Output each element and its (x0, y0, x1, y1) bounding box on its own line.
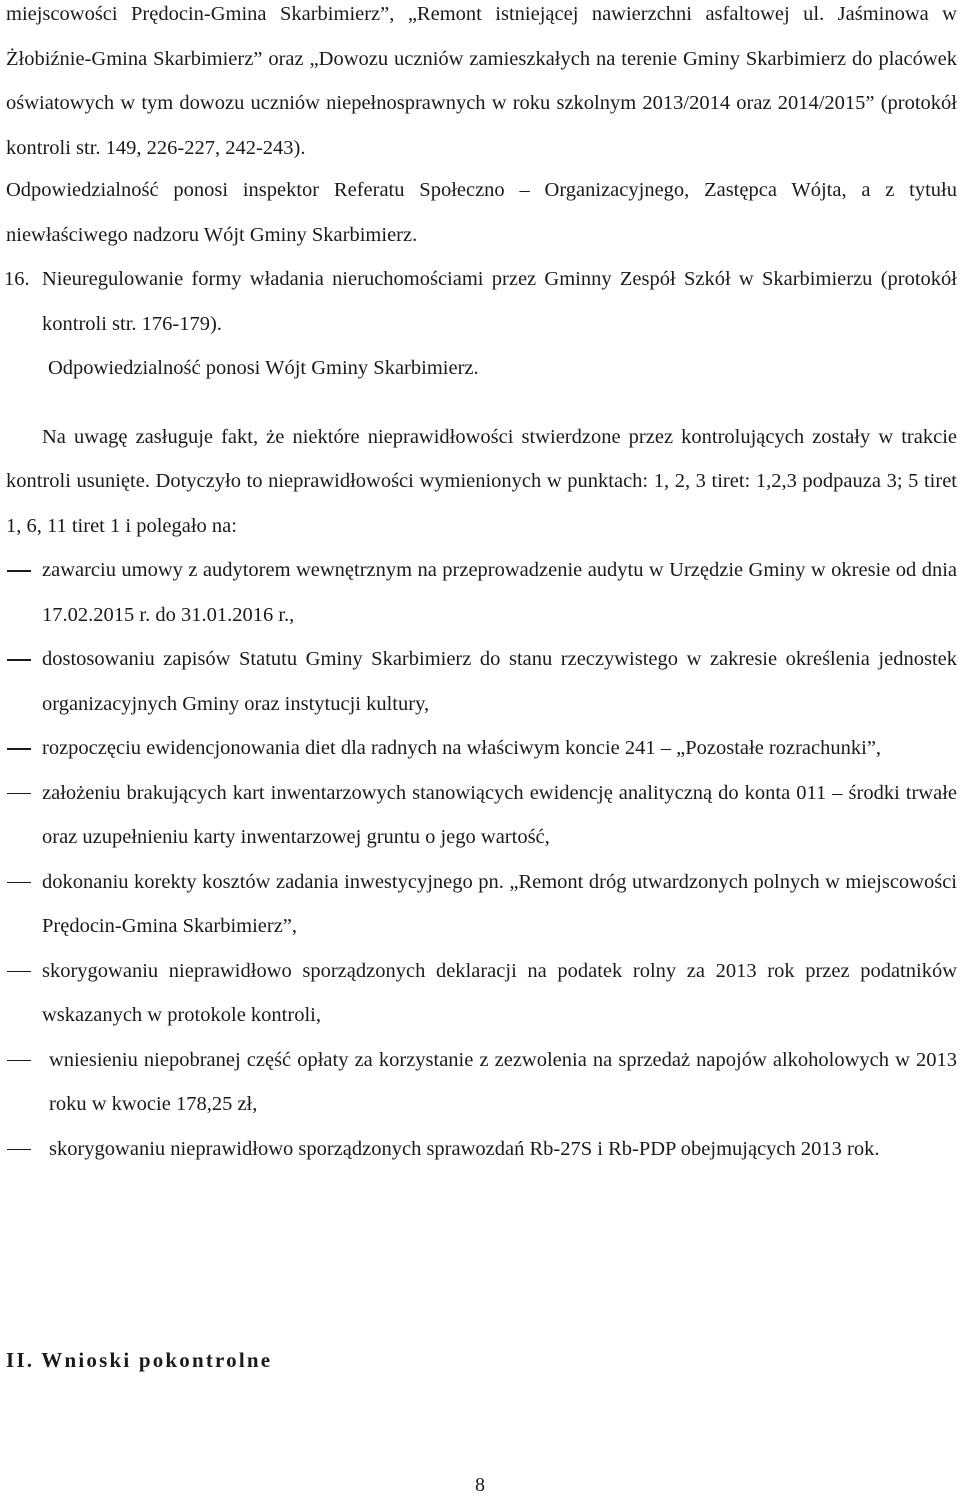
paragraph-remarks (6, 415, 957, 549)
item-text: Nieuregulowanie formy władania nieruchomościami przez Gminny Zespół Szkół w Skarbimierzu (protokół kontroli str. 176-179). (42, 268, 957, 335)
list-item-text: skorygowaniu nieprawidłowo sporządzonych sprawozdań Rb-27S i Rb-PDP obejmujących 2013 rok. (49, 1137, 880, 1160)
list-item (6, 548, 957, 637)
list-item (6, 771, 957, 860)
list-item (6, 726, 957, 771)
corrections-list (6, 548, 957, 1171)
paragraph-continuation: miejscowości Prędocin-Gmina Skarbimierz”, „Remont istniejącej nawierzchni asfaltowej ul. Jaśminowa w Żłobiźnie-Gmina Skarbimierz” oraz „Dowozu uczniów zamieszkałych na terenie Gminy Skarbimierz do placówek oświatowych w tym dowozu uczniów niepełnosprawnych w roku szkolnym 2013/2014 oraz 2014/2015” (protokół kontroli str. 149, 226-227, 242-243). (6, 3, 957, 159)
list-item-text: wniesieniu niepobranej część opłaty za korzystanie z zezwolenia na sprzedaż napojów alkoholowych w 2013 roku w kwocie 178,25 zł, (49, 1048, 957, 1115)
list-item-text: skorygowaniu nieprawidłowo sporządzonych deklaracji na podatek rolny za 2013 rok przez podatników wskazanych w protokole kontroli, (42, 959, 957, 1026)
section-title: II. Wnioski pokontrolne (6, 1348, 273, 1372)
page-number: 8 (475, 1474, 485, 1496)
list-item-text: rozpoczęciu ewidencjonowania diet dla radnych na właściwym koncie 241 – „Pozostałe rozrachunki”, (42, 737, 882, 759)
list-item (6, 1038, 957, 1127)
list-item-text: dokonaniu korekty kosztów zadania inwestycyjnego pn. „Remont dróg utwardzonych polnych w miejscowości Prędocin-Gmina Skarbimierz”, (42, 870, 957, 937)
list-item-text: zawarciu umowy z audytorem wewnętrznym na przeprowadzenie audytu w Urzędzie Gminy w okresie od dnia 17.02.2015 r. do 31.01.2016 r., (42, 559, 957, 626)
list-item (6, 860, 957, 949)
list-item-text: założeniu brakujących kart inwentarzowych stanowiących ewidencję analityczną do konta 011 – środki trwałe oraz uzupełnieniu karty inwentarzowej gruntu o jego wartość, (42, 781, 957, 848)
finding-item-16 (6, 257, 957, 346)
list-item-text: dostosowaniu zapisów Statutu Gminy Skarbimierz do stanu rzeczywistego w zakresie określenia jednostek organizacyjnych Gminy oraz instytucji kultury, (42, 648, 957, 715)
remarks-text: Na uwagę zasługuje fakt, że niektóre nieprawidłowości stwierdzone przez kontrolujących zostały w trakcie kontroli usunięte. Dotyczyło to nieprawidłowości wymienionych w punktach: 1, 2, 3 tiret: 1,2,3 podpauza 3; 5 tiret 1, 6, 11 tiret 1 i polegało na: (6, 425, 957, 537)
list-item (6, 637, 957, 726)
item-16-responsibility: Odpowiedzialność ponosi Wójt Gminy Skarbimierz. (48, 357, 479, 379)
paragraph-responsibility: Odpowiedzialność ponosi inspektor Referatu Społeczno – Organizacyjnego, Zastępca Wójta, a z tytułu niewłaściwego nadzoru Wójt Gminy Skarbimierz. (6, 179, 957, 246)
list-item (6, 1127, 957, 1172)
list-item (6, 949, 957, 1038)
item-number: 16. (4, 268, 30, 290)
